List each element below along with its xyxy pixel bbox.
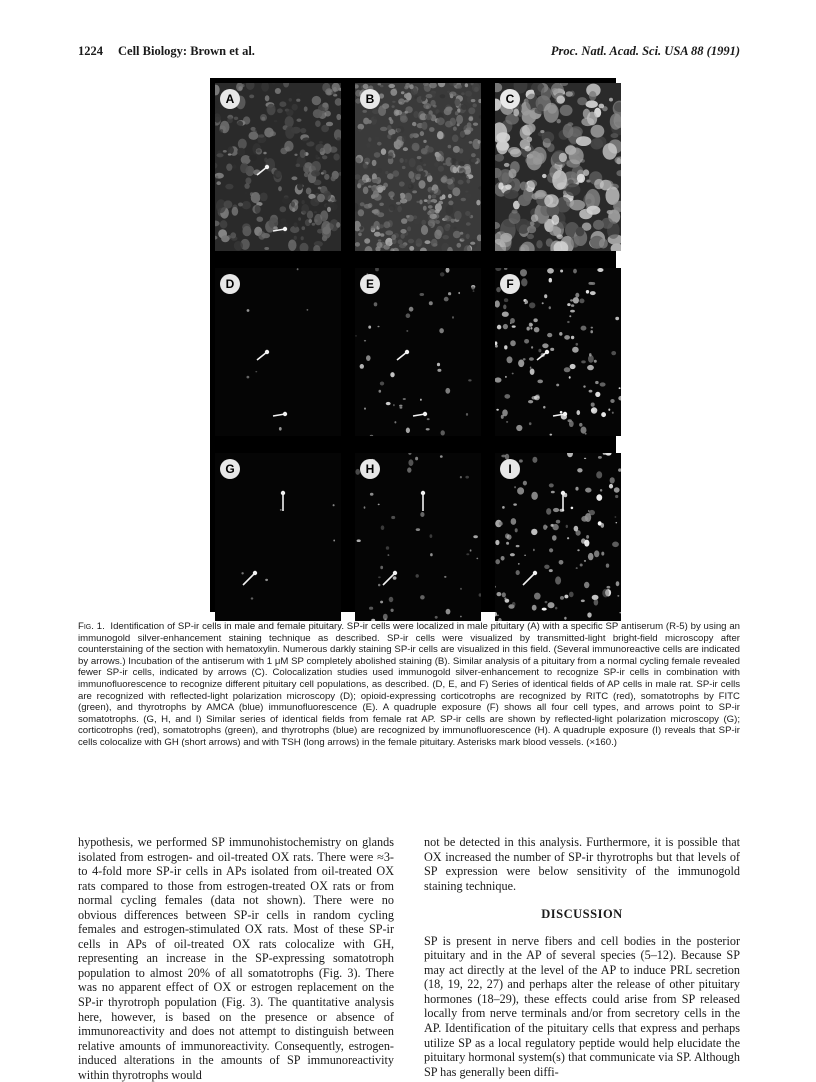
panel-label: B [360, 89, 380, 109]
micrograph-panel-g [215, 453, 341, 621]
panel-label: C [500, 89, 520, 109]
arrow-head [253, 571, 257, 575]
section-heading-discussion: DISCUSSION [541, 907, 623, 922]
micrograph-panel-h [355, 453, 481, 621]
micrograph-panel-i [495, 453, 621, 621]
body-right-column [424, 835, 740, 1079]
figure-caption [78, 621, 740, 749]
micrograph-panel-a [215, 83, 341, 251]
paragraph: not be detected in this analysis. Furthermore, it is possible that OX increased the number of SP-ir thyrotrophs but that levels of SP expression were below sensitivity of the immunogold staining technique. [424, 835, 740, 893]
micrograph-panel-e [355, 268, 481, 436]
arrow-head [533, 571, 537, 575]
arrow-head [283, 412, 287, 416]
arrow-head [405, 350, 409, 354]
panel-label: G [220, 459, 240, 479]
micrograph-panel-c [495, 83, 621, 251]
arrow-head [421, 491, 425, 495]
caption-text: Identification of SP-ir cells in male and female pituitary. SP-ir cells were localized in male pituitary (A) with a specific SP antiserum (R-5) by using an immunogold silver-enhancement staining technique as described. SP-ir cells were visualized by transmitted-light bright-field microscopy after counterstaining of the section with hematoxylin. Numerous darkly staining SP-ir cells are visualized in this field. (Several immunoreactive cells are indicated by arrows.) Incubation of the antiserum with 1 μM SP completely abolished staining (B). Similar analysis of a pituitary from a normal cycling female revealed fewer SP-ir cells, indicated by arrows (C). Colocalization studies used immunogold silver-enhancement to recognize SP-ir cells in combination with immunofluorescence to recognize different pituitary cell populations, as described. (D, E, and F) Series of identical fields of AP cells in male rat. SP-ir cells are recognized with reflected-light polarization microscopy (D); opioid-expressing corticotrophs are recognized by RITC (red), somatotrophs by FITC (green), and thyrotrophs by AMCA (blue) immunofluorescence (E). A quadruple exposure (F) shows all four cell types, and arrows point to SP-ir somatotrophs. (G, H, and I) Similar series of identical fields from female rat AP. SP-ir cells are shown by reflected-light polarization microscopy (G); corticotrophs (red), somatotrophs (green), and thyrotrophs (blue) are recognized by immunofluorescence (H). A quadruple exposure (I) reveals that SP-ir cells colocalize with GH (short arrows) and with TSH (long arrows) in the female pituitary. Asterisks mark blood vessels. (×160.) [78, 621, 740, 748]
micrograph-panel-b [355, 83, 481, 251]
journal-citation: Proc. Natl. Acad. Sci. USA 88 (1991) [550, 44, 740, 58]
page-number: 1224 [78, 44, 103, 58]
paragraph: SP is present in nerve fibers and cell bodies in the posterior pituitary and in the AP of several species (5–12). Because SP may act directly at the level of the AP to induce PRL secretion (18, 19, 22, 27) and perhaps alter the release of other pituitary hormones (18–29), these effects could arise from SP released locally from nerve terminals and/or from secretory cells in the AP. Identification of the pituitary cells that express and perhaps utilize SP as a local regulatory peptide would help elucidate the pituitary hormonal system(s) that communicate via SP. Although SP has generally been diffi- [424, 933, 740, 1079]
arrow-head [283, 227, 287, 231]
arrow-head [423, 412, 427, 416]
body-left-column [78, 835, 394, 1082]
panel-label: I [500, 459, 520, 479]
panel-label: A [220, 89, 240, 109]
micrograph-panel-f [495, 268, 621, 436]
running-header [78, 44, 740, 64]
panel-label: D [220, 274, 240, 294]
micrograph-panel-d [215, 268, 341, 436]
arrow-head [563, 412, 567, 416]
arrow-head [281, 491, 285, 495]
arrow-head [265, 165, 269, 169]
arrow-head [561, 491, 565, 495]
figure-1-micrographs [210, 78, 616, 612]
panel-label: H [360, 459, 380, 479]
arrow-head [393, 571, 397, 575]
panel-label: E [360, 274, 380, 294]
section-author: Cell Biology: Brown et al. [118, 44, 255, 58]
arrow-head [545, 350, 549, 354]
panel-label: F [500, 274, 520, 294]
paragraph: hypothesis, we performed SP immunohistochemistry on glands isolated from estrogen- and oil-treated OX rats. There were ≈3- to 4-fold more SP-ir cells in APs isolated from oil-treated OX rats compared to those from estrogen-treated OX rats or from normal cycling females (data not shown). There were no obvious differences between SP-ir cells in random cycling females and estrogen-stimulated OX rats. Most of these SP-ir cells in APs of oil-treated OX rats colocalize with GH, representing an increase in the SP-expressing somatotroph population to almost 20% of all somatotrophs (Fig. 3). There was no apparent effect of OX or estrogen replacement on the SP-ir thyrotroph population (Fig. 3). The quantitative analysis here, however, is based on the presence or absence of immunoreactivity and does not attempt to distinguish between relative amounts of immunoreactivity. Consequently, estrogen-induced alterations in the amounts of SP immunoreactivity within thyrotrophs would [78, 835, 394, 1082]
caption-label: Fig. 1. [78, 621, 105, 632]
arrow-head [265, 350, 269, 354]
